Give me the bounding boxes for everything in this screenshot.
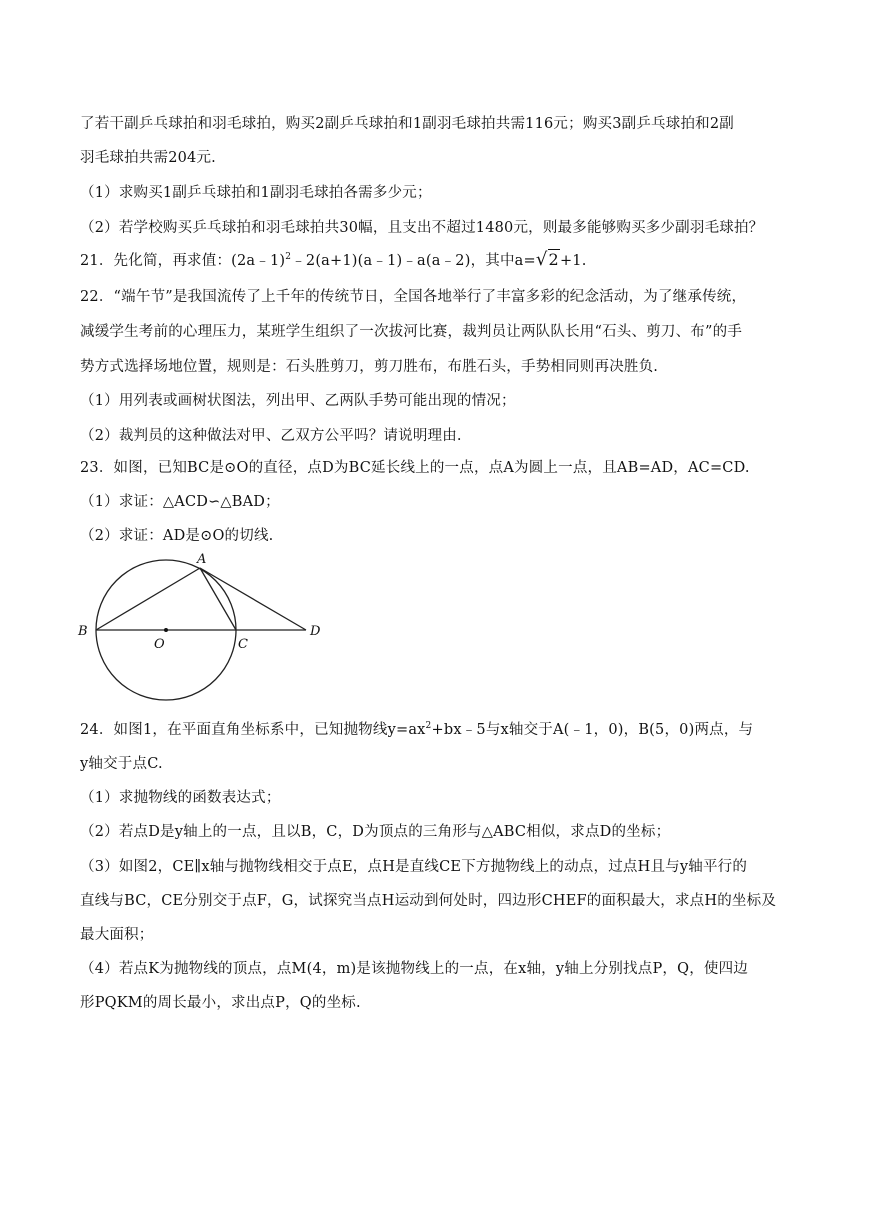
q20-part-1: （1）求购买1副乒乓球拍和1副羽毛球拍各需多少元；	[80, 185, 432, 201]
q24-text-line-1	[80, 718, 753, 739]
q22-part-2: （2）裁判员的这种做法对甲、乙双方公平吗？请说明理由.	[80, 428, 462, 444]
label-d: D	[310, 624, 321, 639]
label-a: A	[197, 552, 207, 567]
q24-part-4-line-2: 形PQKM的周长最小，求出点P，Q的坐标.	[80, 995, 361, 1011]
sqrt-expression	[536, 249, 560, 270]
line-ab	[96, 568, 200, 630]
q21-exponent: 2	[285, 252, 292, 263]
line-ad	[200, 568, 306, 630]
q22-text-line-1: 22．“端午节”是我国流传了上千年的传统节日，全国各地举行了丰富多彩的纪念活动，为了继承传统，	[80, 289, 747, 305]
center-point	[164, 628, 168, 632]
q22-text-line-3: 势方式选择场地位置，规则是：石头胜剪刀，剪刀胜布，布胜石头，手势相同则再决胜负.	[80, 359, 659, 375]
q24-part-3-line-2: 直线与BC，CE分别交于点F，G，试探究当点H运动到何处时，四边形CHEF的面积最大，求点H的坐标及	[80, 893, 777, 909]
q23-text: 23．如图，已知BC是⊙O的直径，点D为BC延长线上的一点，点A为圆上一点，且AB=AD，AC=CD.	[80, 460, 750, 476]
label-c: C	[238, 637, 248, 652]
q24-part-2: （2）若点D是y轴上的一点，且以B，C，D为顶点的三角形与△ABC相似，求点D的坐标；	[80, 824, 671, 840]
q24-prefix: 24．如图1，在平面直角坐标系中，已知抛物线y=ax	[80, 722, 426, 738]
label-b: B	[78, 624, 88, 639]
q22-text-line-2: 减缓学生考前的心理压力，某班学生组织了一次拔河比赛，裁判员让两队队长用“石头、剪刀、布”的手	[80, 324, 743, 340]
q21-text	[80, 249, 587, 270]
geometry-figure	[70, 550, 330, 710]
q24-exponent: 2	[425, 721, 432, 732]
sqrt-radicand: 2	[548, 250, 559, 269]
q24-part-3-line-3: 最大面积；	[80, 927, 154, 943]
line-ac	[200, 568, 236, 630]
label-o: O	[154, 637, 165, 652]
q20-part-2: （2）若学校购买乒乓球拍和羽毛球拍共30幅，且支出不超过1480元，则最多能够购买多少副羽毛球拍？	[80, 220, 764, 236]
q21-suffix: +1.	[559, 253, 587, 269]
q24-part-4-line-1: （4）若点K为抛物线的顶点，点M(4，m)是该抛物线上的一点，在x轴，y轴上分别找点P，Q，使四边	[80, 961, 749, 977]
q23-part-2: （2）求证：AD是⊙O的切线.	[80, 528, 274, 544]
q20-text-line-2: 羽毛球拍共需204元.	[80, 150, 216, 166]
q21-prefix: 21．先化简，再求值：(2a﹣1)	[80, 253, 286, 269]
q20-text-line-1: 了若干副乒乓球拍和羽毛球拍，购买2副乒乓球拍和1副羽毛球拍共需116元；购买3副乒乓球拍和2副	[80, 116, 734, 132]
q24-text-line-2: y轴交于点C.	[80, 756, 163, 772]
q22-part-1: （1）用列表或画树状图法，列出甲、乙两队手势可能出现的情况；	[80, 393, 516, 409]
q24-part-1: （1）求抛物线的函数表达式；	[80, 790, 281, 806]
q21-middle: ﹣2(a+1)(a﹣1)﹣a(a﹣2)，其中a=	[291, 253, 536, 269]
q24-part-3-line-1: （3）如图2，CE∥x轴与抛物线相交于点E，点H是直线CE下方抛物线上的动点，过点H且与y轴平行的	[80, 859, 748, 875]
sqrt-sign-icon: √	[535, 249, 548, 270]
q23-part-1: （1）求证：△ACD∽△BAD；	[80, 494, 280, 510]
q24-suffix: +bx﹣5与x轴交于A(﹣1，0)，B(5，0)两点，与	[431, 722, 754, 738]
